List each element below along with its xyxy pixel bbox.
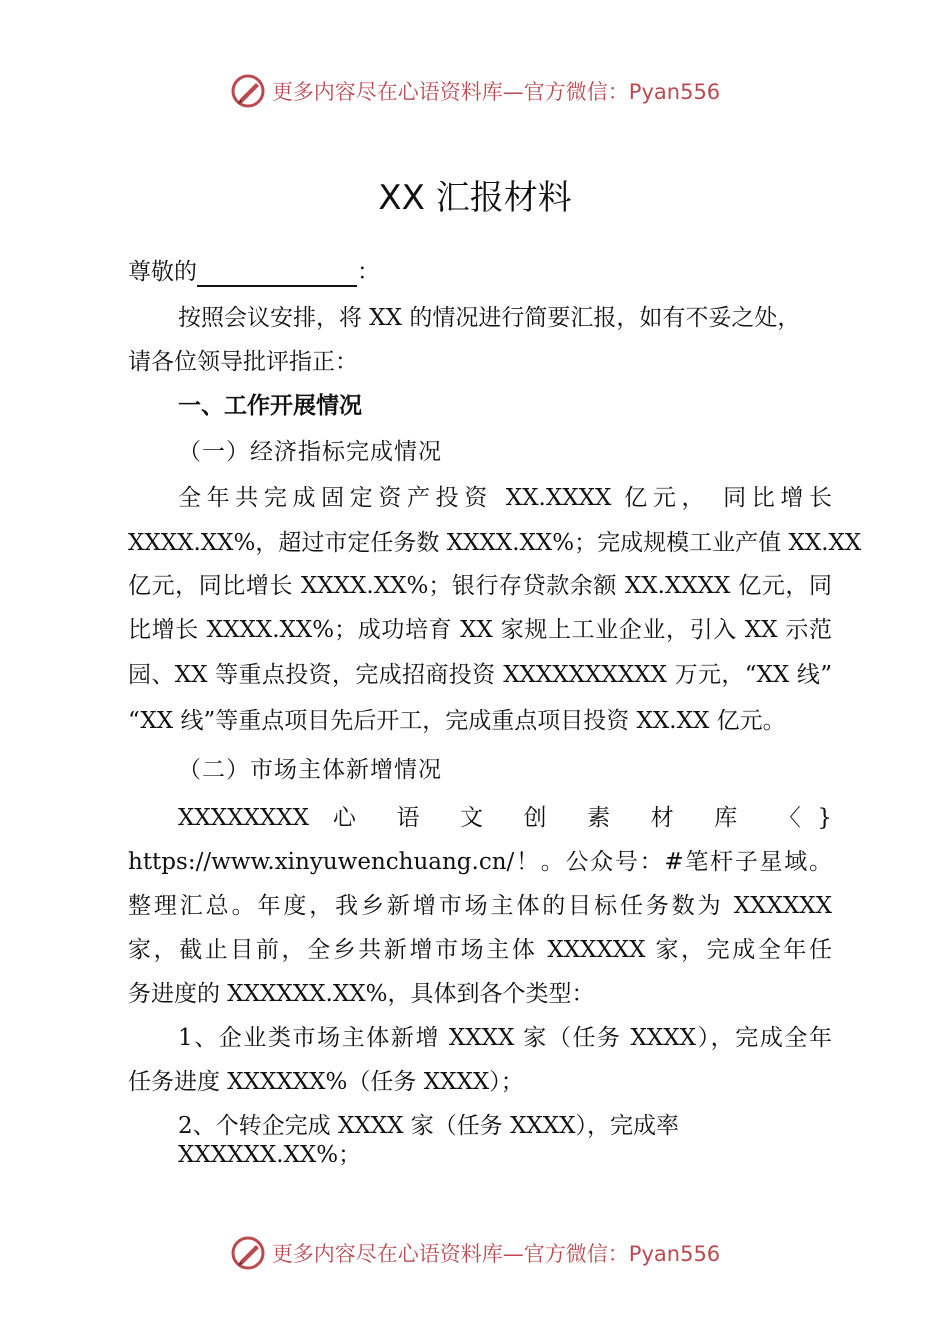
pen-logo-icon	[230, 73, 266, 109]
paragraph-line: 亿元，同比增长 XXXX.XX%；银行存贷款余额 XX.XXXX 亿元，同	[128, 573, 832, 599]
pen-logo-icon	[230, 1235, 266, 1271]
paragraph-line: 务进度的 XXXXXX.XX%，具体到各个类型：	[128, 981, 595, 1007]
subsection-heading-2: （二）市场主体新增情况	[178, 757, 442, 783]
recipient-blank	[197, 261, 357, 287]
header-watermark	[0, 71, 950, 111]
paragraph-line: 比增长 XXXX.XX%；成功培育 XX 家规上工业企业，引入 XX 示范	[128, 617, 832, 643]
salutation-suffix: ：	[357, 259, 380, 285]
list-item: 任务进度 XXXXXX%（任务 XXXX）；	[128, 1069, 524, 1095]
list-item: XXXXXX.XX%；	[178, 1142, 362, 1168]
section-heading-1: 一、工作开展情况	[178, 393, 362, 419]
document-title: XX 汇报材料	[378, 178, 572, 218]
paragraph-line: 全年共完成固定资产投资 XX.XXXX 亿元， 同比增长	[178, 485, 832, 511]
salutation-prefix: 尊敬的	[128, 259, 197, 285]
subsection-heading-1: （一）经济指标完成情况	[178, 439, 442, 465]
list-item: 1、企业类市场主体新增 XXXX 家（任务 XXXX），完成全年	[178, 1025, 832, 1051]
paragraph-line: 家，截止目前，全乡共新增市场主体 XXXXXX 家，完成全年任	[128, 937, 832, 963]
salutation	[128, 257, 832, 287]
paragraph-line: XXXXXXXX 心 语 文 创 素 材 库 〈}	[178, 805, 832, 831]
paragraph-line: 整理汇总。年度，我乡新增市场主体的目标任务数为 XXXXXX	[128, 893, 832, 919]
paragraph-line: “XX 线”等重点项目先后开工，完成重点项目投资 XX.XX 亿元。	[128, 708, 786, 734]
watermark-text: 更多内容尽在心语资料库—官方微信：Pyan556	[271, 80, 721, 104]
paragraph-line: https://www.xinyuwenchuang.cn/！。公众号：#笔杆子星域。	[128, 849, 832, 875]
paragraph-line: XXXX.XX%，超过市定任务数 XXXX.XX%；完成规模工业产值 XX.XX	[128, 530, 862, 556]
intro-line-1: 按照会议安排，将 XX 的情况进行简要汇报，如有不妥之处，	[178, 305, 801, 331]
watermark-text: 更多内容尽在心语资料库—官方微信：Pyan556	[271, 1242, 721, 1266]
footer-watermark	[0, 1233, 950, 1273]
paragraph-line: 园、XX 等重点投资，完成招商投资 XXXXXXXXXX 万元，“XX 线”	[128, 662, 832, 688]
intro-line-2: 请各位领导批评指正：	[128, 349, 358, 375]
list-item: 2、个转企完成 XXXX 家（任务 XXXX），完成率	[178, 1113, 680, 1139]
